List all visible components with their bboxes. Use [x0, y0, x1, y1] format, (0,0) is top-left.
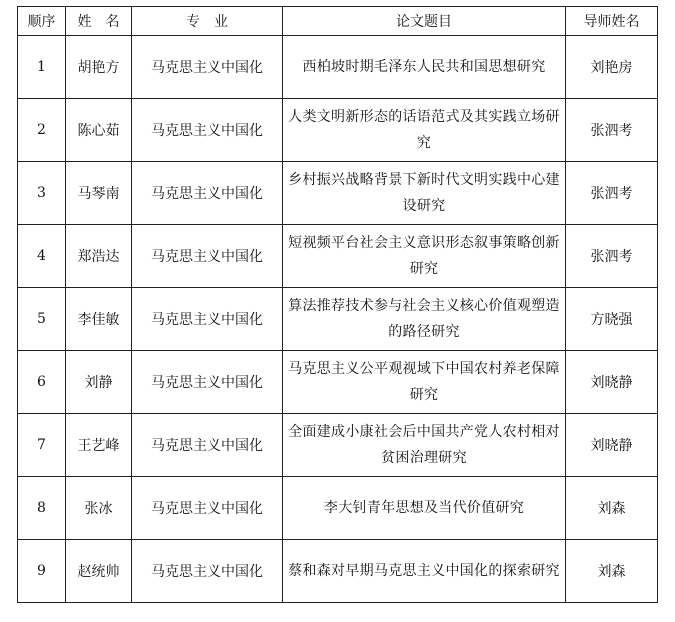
advisor-name: 张泗考	[566, 99, 658, 162]
student-name: 李佳敏	[66, 288, 132, 351]
row-index: 3	[18, 162, 66, 225]
row-index: 6	[18, 351, 66, 414]
thesis-title: 李大钊青年思想及当代价值研究	[323, 500, 525, 516]
table-row	[18, 351, 658, 414]
student-name: 赵统帅	[66, 540, 132, 603]
advisor-name: 方晓强	[566, 288, 658, 351]
student-name: 刘静	[66, 351, 132, 414]
thesis-title: 全面建成小康社会后中国共产党人农村相对贫困治理研究	[288, 424, 560, 466]
thesis-title-cell	[283, 288, 566, 351]
major: 马克思主义中国化	[132, 414, 283, 477]
thesis-topic-table	[17, 6, 658, 603]
thesis-title: 乡村振兴战略背景下新时代文明实践中心建设研究	[288, 172, 560, 214]
thesis-title: 人类文明新形态的话语范式及其实践立场研究	[288, 109, 560, 151]
row-index: 5	[18, 288, 66, 351]
major: 马克思主义中国化	[132, 288, 283, 351]
thesis-title: 西柏坡时期毛泽东人民共和国思想研究	[302, 59, 546, 75]
advisor-name: 刘晓静	[566, 414, 658, 477]
major: 马克思主义中国化	[132, 36, 283, 99]
table-row	[18, 162, 658, 225]
row-index: 4	[18, 225, 66, 288]
thesis-title-cell	[283, 540, 566, 603]
header-name: 姓 名	[66, 7, 132, 36]
major: 马克思主义中国化	[132, 162, 283, 225]
thesis-title: 短视频平台社会主义意识形态叙事策略创新研究	[288, 235, 560, 277]
advisor-name: 刘森	[566, 540, 658, 603]
table-body	[18, 36, 658, 603]
advisor-name: 张泗考	[566, 162, 658, 225]
header-major: 专 业	[132, 7, 283, 36]
row-index: 8	[18, 477, 66, 540]
row-index: 7	[18, 414, 66, 477]
row-index: 9	[18, 540, 66, 603]
thesis-title-cell	[283, 162, 566, 225]
table-row	[18, 288, 658, 351]
header-index: 顺序	[18, 7, 66, 36]
table-header	[18, 7, 658, 36]
table-row	[18, 414, 658, 477]
major: 马克思主义中国化	[132, 540, 283, 603]
student-name: 郑浩达	[66, 225, 132, 288]
major: 马克思主义中国化	[132, 99, 283, 162]
thesis-title-cell	[283, 36, 566, 99]
table-row	[18, 99, 658, 162]
header-advisor: 导师姓名	[566, 7, 658, 36]
header-thesis-title: 论文题目	[283, 7, 566, 36]
student-name: 胡艳方	[66, 36, 132, 99]
advisor-name: 张泗考	[566, 225, 658, 288]
student-name: 张冰	[66, 477, 132, 540]
thesis-title-cell	[283, 99, 566, 162]
student-name: 马琴南	[66, 162, 132, 225]
thesis-title: 马克思主义公平观视域下中国农村养老保障研究	[288, 361, 560, 403]
thesis-title: 蔡和森对早期马克思主义中国化的探索研究	[288, 563, 560, 579]
table-row	[18, 477, 658, 540]
table-row	[18, 540, 658, 603]
major: 马克思主义中国化	[132, 477, 283, 540]
major: 马克思主义中国化	[132, 225, 283, 288]
thesis-title-cell	[283, 225, 566, 288]
table-row	[18, 36, 658, 99]
thesis-title-cell	[283, 477, 566, 540]
thesis-title: 算法推荐技术参与社会主义核心价值观塑造的路径研究	[288, 298, 560, 340]
row-index: 2	[18, 99, 66, 162]
header-row	[18, 7, 658, 36]
table-row	[18, 225, 658, 288]
major: 马克思主义中国化	[132, 351, 283, 414]
advisor-name: 刘晓静	[566, 351, 658, 414]
advisor-name: 刘艳房	[566, 36, 658, 99]
student-name: 王艺峰	[66, 414, 132, 477]
thesis-title-cell	[283, 414, 566, 477]
row-index: 1	[18, 36, 66, 99]
student-name: 陈心茹	[66, 99, 132, 162]
advisor-name: 刘森	[566, 477, 658, 540]
thesis-title-cell	[283, 351, 566, 414]
